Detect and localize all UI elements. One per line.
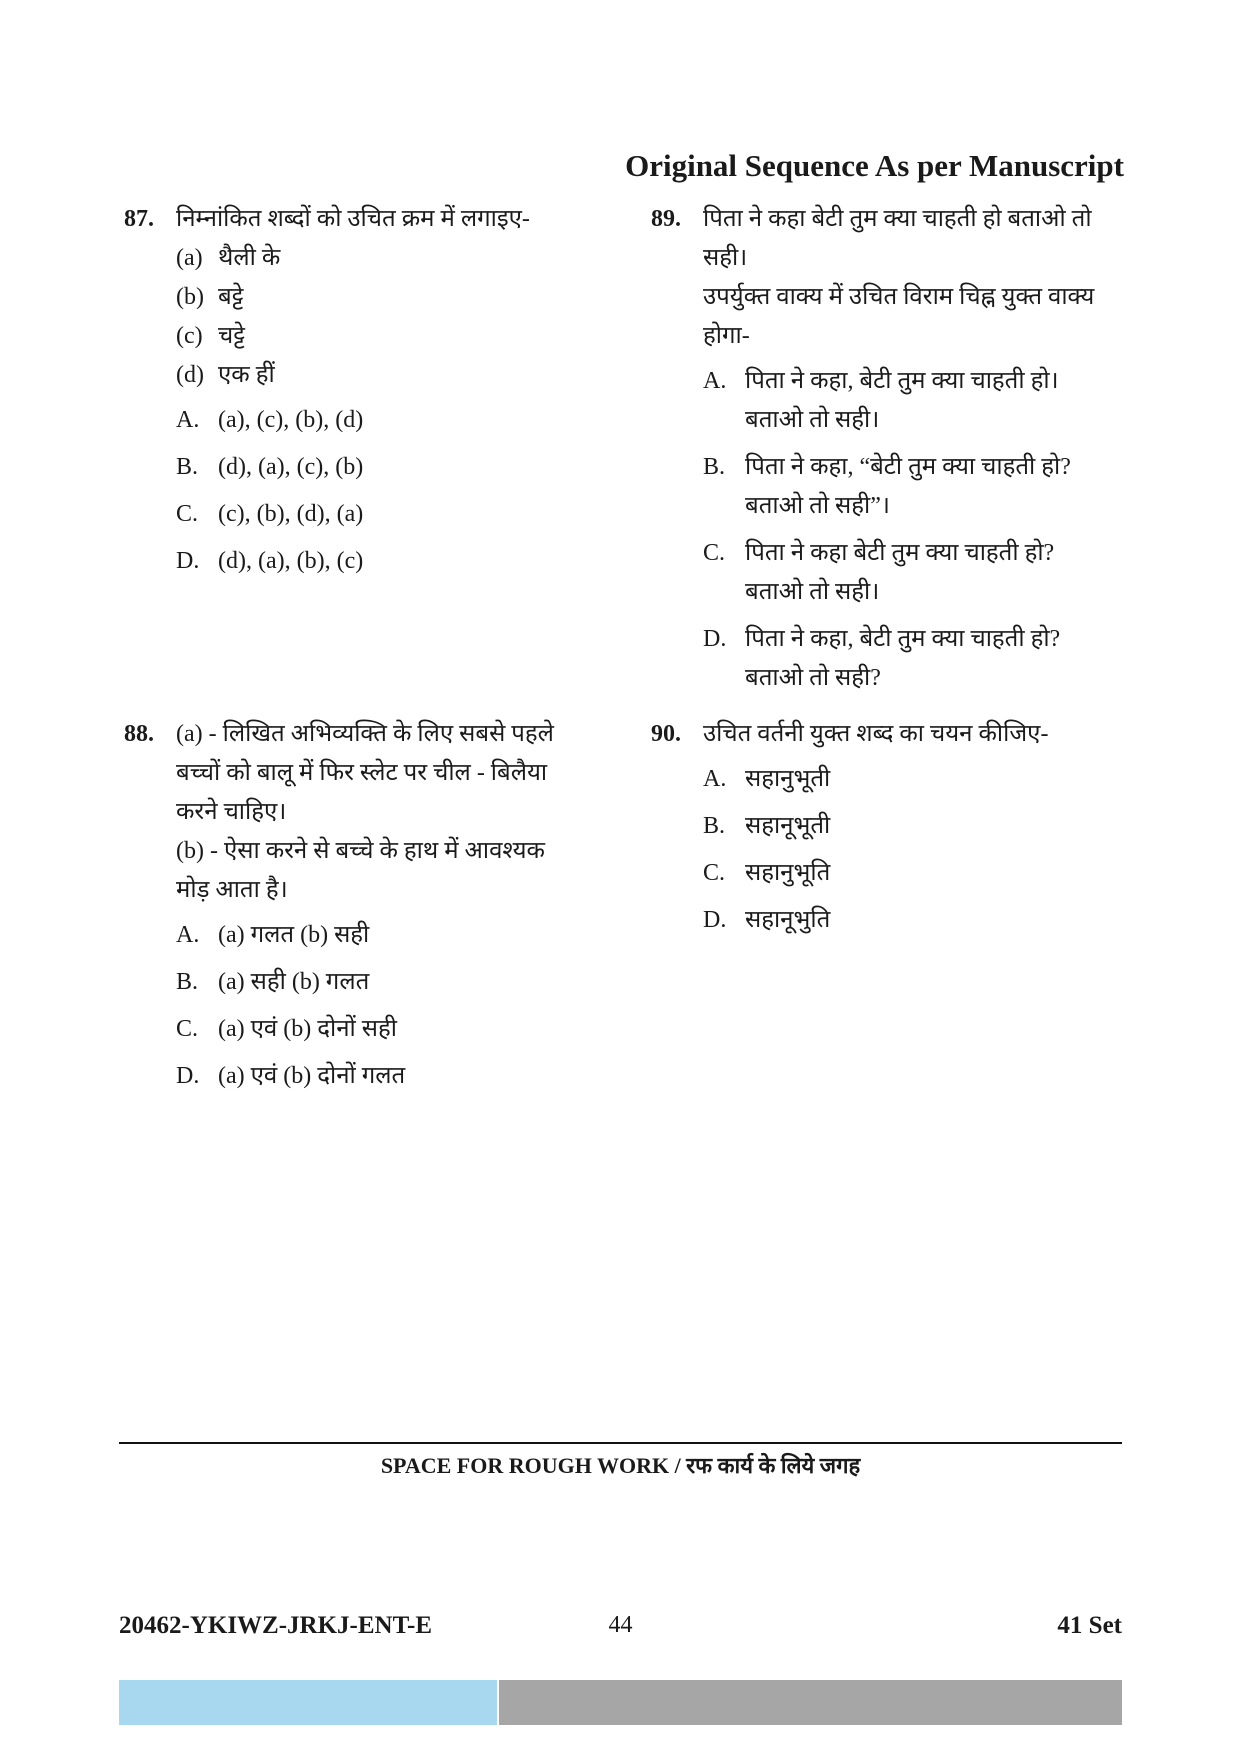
option-text	[745, 448, 1121, 526]
stem-line: पिता ने कहा बेटी तुम क्या चाहती हो बताओ तो	[703, 206, 1092, 232]
stem-line: मोड़ आता है।	[176, 877, 288, 903]
list-item	[176, 278, 594, 317]
question-number: 90.	[651, 721, 681, 747]
option-letter: C.	[703, 540, 726, 566]
option-text: (a) एवं (b) दोनों सही	[218, 1016, 397, 1042]
option-text: (a) सही (b) गलत	[218, 969, 370, 995]
option-d[interactable]	[176, 542, 594, 581]
stem-line: बच्चों को बालू में फिर स्लेट पर चील - बिलैया	[176, 760, 548, 786]
question-88	[124, 715, 594, 1104]
item-text: एक हीं	[218, 362, 275, 388]
question-number: 88.	[124, 721, 154, 747]
question-87	[124, 200, 594, 589]
divider	[119, 1442, 1122, 1444]
option-c[interactable]	[703, 534, 1121, 612]
list-item	[176, 239, 594, 278]
option-text: (a) गलत (b) सही	[218, 922, 370, 948]
question-90	[651, 715, 1121, 948]
option-d[interactable]	[703, 901, 1121, 940]
option-letter: C.	[703, 860, 726, 886]
stem-line: होगा-	[703, 323, 750, 349]
option-letter: B.	[703, 454, 726, 480]
rough-work-label: SPACE FOR ROUGH WORK / रफ कार्य के लिये जगह	[380, 1453, 861, 1478]
item-text: थैली के	[218, 245, 281, 271]
option-text: सहानूभुति	[745, 907, 831, 933]
options	[703, 362, 1121, 698]
option-line: बताओ तो सही।	[745, 407, 880, 433]
option-a[interactable]	[176, 401, 594, 440]
item-list	[176, 239, 594, 395]
option-a[interactable]	[176, 916, 594, 955]
option-line: बताओ तो सही”।	[745, 493, 890, 519]
option-b[interactable]	[703, 807, 1121, 846]
paper-code: 20462-YKIWZ-JRKJ-ENT-E	[119, 1612, 432, 1639]
question-number: 89.	[651, 206, 681, 232]
footer-bar-blue	[119, 1680, 497, 1725]
list-item	[176, 356, 594, 395]
option-d[interactable]	[176, 1057, 594, 1096]
option-letter: B.	[176, 969, 199, 995]
option-letter: A.	[703, 368, 727, 394]
option-text: (d), (a), (c), (b)	[218, 454, 364, 480]
stem-line: (a) - लिखित अभिव्यक्ति के लिए सबसे पहले	[176, 721, 554, 747]
option-text: (c), (b), (d), (a)	[218, 501, 364, 527]
options	[703, 760, 1121, 940]
option-text	[745, 534, 1121, 612]
item-tag: (b)	[176, 284, 204, 310]
option-letter: A.	[176, 407, 200, 433]
option-letter: A.	[176, 922, 200, 948]
item-tag: (a)	[176, 245, 203, 271]
option-b[interactable]	[703, 448, 1121, 526]
footer-bar-gray	[499, 1680, 1122, 1725]
set-label: 41 Set	[1057, 1612, 1122, 1639]
option-text: (a), (c), (b), (d)	[218, 407, 364, 433]
option-text: सहानुभूति	[745, 860, 831, 886]
option-c[interactable]	[176, 495, 594, 534]
option-letter: D.	[176, 548, 200, 574]
option-text: (d), (a), (b), (c)	[218, 548, 364, 574]
option-line: पिता ने कहा, “बेटी तुम क्या चाहती हो?	[745, 454, 1071, 480]
stem-line: (b) - ऐसा करने से बच्चे के हाथ में आवश्यक	[176, 838, 545, 864]
option-line: पिता ने कहा, बेटी तुम क्या चाहती हो?	[745, 626, 1061, 652]
option-letter: C.	[176, 1016, 199, 1042]
option-letter: D.	[176, 1063, 200, 1089]
stem-line: उपर्युक्त वाक्य में उचित विराम चिह्न युक्त वाक्य	[703, 284, 1095, 310]
option-a[interactable]	[703, 760, 1121, 799]
option-b[interactable]	[176, 448, 594, 487]
option-letter: B.	[176, 454, 199, 480]
option-text: सहानूभूती	[745, 813, 831, 839]
option-text: (a) एवं (b) दोनों गलत	[218, 1063, 406, 1089]
option-line: पिता ने कहा, बेटी तुम क्या चाहती हो।	[745, 368, 1059, 394]
item-tag: (d)	[176, 362, 204, 388]
list-item	[176, 317, 594, 356]
question-stem: निम्नांकित शब्दों को उचित क्रम में लगाइए-	[176, 206, 530, 232]
question-89	[651, 200, 1121, 706]
option-line: बताओ तो सही।	[745, 579, 880, 605]
stem-line: सही।	[703, 245, 748, 271]
option-b[interactable]	[176, 963, 594, 1002]
option-letter: D.	[703, 626, 727, 652]
question-stem	[703, 200, 1121, 356]
option-d[interactable]	[703, 620, 1121, 698]
option-text: सहानुभूती	[745, 766, 831, 792]
question-stem: उचित वर्तनी युक्त शब्द का चयन कीजिए-	[703, 721, 1049, 747]
option-text	[745, 620, 1121, 698]
option-letter: B.	[703, 813, 726, 839]
option-text	[745, 362, 1121, 440]
item-text: बट्टे	[218, 284, 244, 310]
item-text: चट्टे	[218, 323, 245, 349]
page-heading: Original Sequence As per Manuscript	[625, 148, 1124, 183]
item-tag: (c)	[176, 323, 203, 349]
option-line: बताओ तो सही?	[745, 665, 881, 691]
options	[176, 401, 594, 581]
page-number: 44	[608, 1612, 633, 1638]
option-c[interactable]	[703, 854, 1121, 893]
question-number: 87.	[124, 206, 154, 232]
option-a[interactable]	[703, 362, 1121, 440]
options	[176, 916, 594, 1096]
option-letter: A.	[703, 766, 727, 792]
option-c[interactable]	[176, 1010, 594, 1049]
option-line: पिता ने कहा बेटी तुम क्या चाहती हो?	[745, 540, 1055, 566]
option-letter: C.	[176, 501, 199, 527]
question-stem	[176, 715, 594, 910]
stem-line: करने चाहिए।	[176, 799, 287, 825]
option-letter: D.	[703, 907, 727, 933]
